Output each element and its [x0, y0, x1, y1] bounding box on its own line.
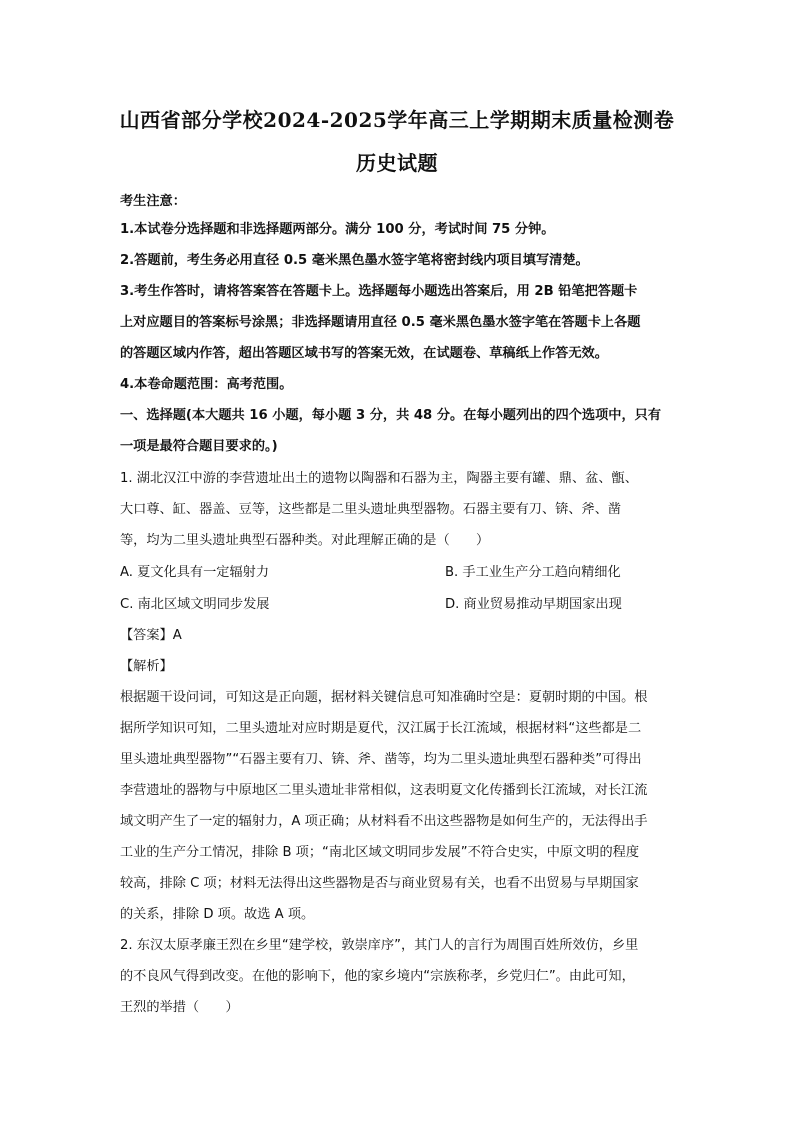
q2-stem-line: 王烈的举措（ ）	[120, 1000, 239, 1015]
q1-analysis-line: 工业的生产分工情况，排除 B 项；“南北区域文明同步发展”不符合史实，中原文明的程度	[120, 845, 640, 860]
notice-item: 1.本试卷分选择题和非选择题两部分。满分 100 分，考试时间 75 分钟。	[120, 222, 555, 237]
notice-item: 的答题区域内作答，超出答题区域书写的答案无效，在试题卷、草稿纸上作答无效。	[120, 346, 608, 361]
q1-stem-line: 大口尊、缸、器盖、豆等，这些都是二里头遗址典型器物。石器主要有刀、锛、斧、凿	[120, 502, 622, 517]
q1-option-a: A. 夏文化具有一定辐射力	[120, 565, 270, 580]
q1-option-c: C. 南北区域文明同步发展	[120, 597, 270, 612]
page-subtitle: 历史试题	[356, 151, 438, 175]
q2-stem-line: 的不良风气得到改变。在他的影响下，他的家乡境内“宗族称孝，乡党归仁”。由此可知，	[120, 969, 635, 984]
q1-answer: 【答案】A	[120, 628, 182, 643]
notice-item: 4.本卷命题范围：高考范围。	[120, 377, 293, 392]
notice-item: 上对应题目的答案标号涂黑；非选择题请用直径 0.5 毫米黑色墨水签字笔在答题卡上各题	[120, 315, 641, 330]
section-heading: 一项是最符合题目要求的。)	[120, 439, 278, 454]
page-title: 山西省部分学校2024-2025学年高三上学期期末质量检测卷	[119, 108, 675, 132]
q1-analysis-line: 较高，排除 C 项；材料无法得出这些器物是否与商业贸易有关，也看不出贸易与早期国家	[120, 876, 639, 891]
q1-analysis-line: 域文明产生了一定的辐射力，A 项正确；从材料看不出这些器物是如何生产的，无法得出手	[120, 814, 648, 829]
notice-item: 3.考生作答时，请将答案答在答题卡上。选择题每小题选出答案后，用 2B 铅笔把答题卡	[120, 284, 638, 299]
q1-option-d: D. 商业贸易推动早期国家出现	[445, 597, 622, 612]
q1-analysis-label: 【解析】	[120, 659, 173, 674]
notice-item: 2.答题前，考生务必用直径 0.5 毫米黑色墨水签字笔将密封线内项目填写清楚。	[120, 253, 589, 268]
notice-heading: 考生注意：	[120, 194, 186, 209]
q1-option-b: B. 手工业生产分工趋向精细化	[445, 565, 621, 580]
q1-analysis-line: 据所学知识可知，二里头遗址对应时期是夏代，汉江属于长江流域，根据材料“这些都是二	[120, 721, 642, 736]
q1-analysis-line: 根据题干设问词，可知这是正向题，据材料关键信息可知准确时空是：夏朝时期的中国。根	[120, 690, 648, 705]
q2-stem-line: 2. 东汉太原孝廉王烈在乡里“建学校，敦崇庠序”，其门人的言行为周围百姓所效仿，乡里	[120, 938, 639, 953]
section-heading: 一、选择题(本大题共 16 小题，每小题 3 分，共 48 分。在每小题列出的四个选项中，只有	[120, 408, 662, 423]
q1-analysis-line: 里头遗址典型器物”“石器主要有刀、锛、斧、凿等，均为二里头遗址典型石器种类”可得出	[120, 752, 642, 767]
q1-stem-line: 等，均为二里头遗址典型石器种类。对此理解正确的是（ ）	[120, 533, 490, 548]
q1-analysis-line: 李营遗址的器物与中原地区二里头遗址非常相似，这表明夏文化传播到长江流域，对长江流	[120, 783, 648, 798]
q1-stem-line: 1. 湖北汉江中游的李营遗址出土的遗物以陶器和石器为主，陶器主要有罐、鼎、盆、甑、	[120, 471, 638, 486]
q1-analysis-line: 的关系，排除 D 项。故选 A 项。	[120, 907, 315, 922]
